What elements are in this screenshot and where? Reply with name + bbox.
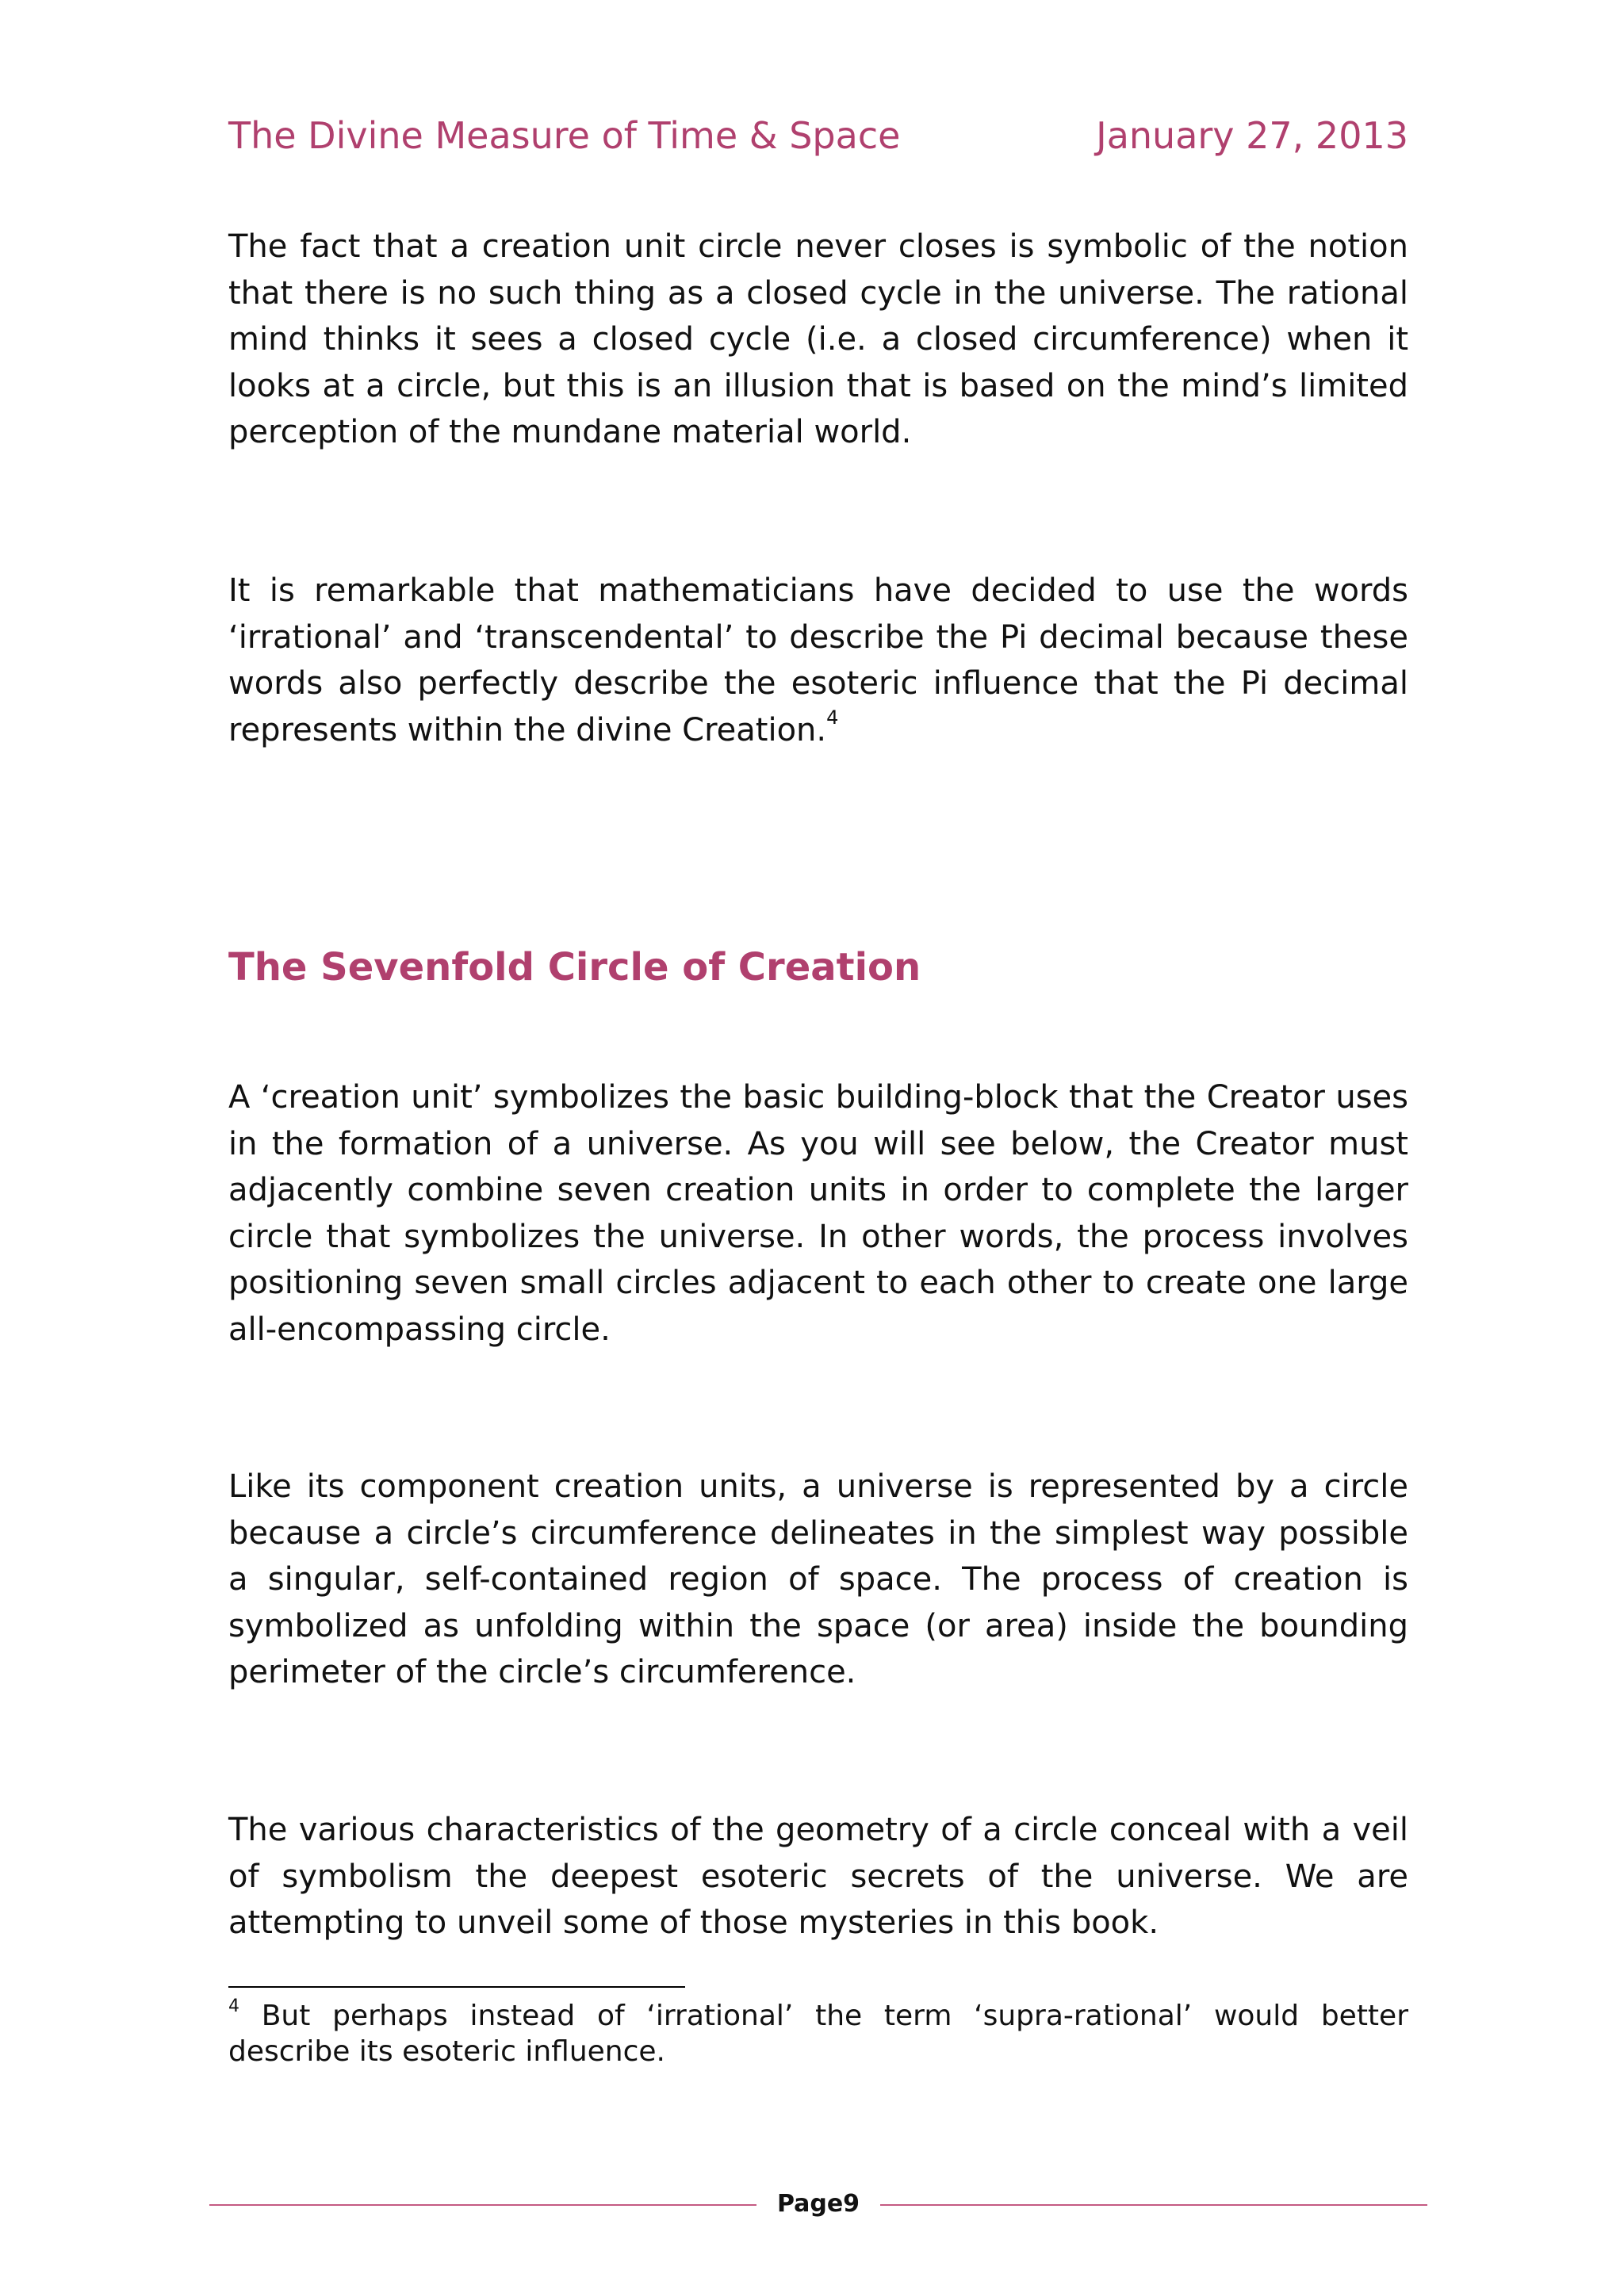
footnote-text: But perhaps instead of ‘irrational’ the term ‘supra-rational’ would better describe its esoteric influence.: [228, 2000, 1408, 2068]
paragraph-universe-circle: Like its component creation units, a universe is represented by a circle because a circle’s circumference delineates in the simplest way possible a singular, self-contained region of space. The process of creation is symbolized as unfolding within the space (or area) inside the bounding perimeter of the circle’s circumference.: [228, 1468, 1408, 1690]
paragraph-closed-cycle: The fact that a creation unit circle never closes is symbolic of the notion that there is no such thing as a closed cycle in the universe. The rational mind thinks it sees a closed cycle (i.e. a closed circumference) when it looks at a circle, but this is an illusion that is based on the mind’s limited perception of the mundane material world.: [228, 228, 1408, 450]
footnote-divider: [228, 1986, 685, 1988]
page-footer: [209, 2184, 1427, 2224]
footnote-number: 4: [228, 1996, 239, 2016]
paragraph-creation-unit: A ‘creation unit’ symbolizes the basic building-block that the Creator uses in the formation of a universe. As you will see below, the Creator must adjacently combine seven creation units in order to complete the larger circle that symbolizes the universe. In other words, the process involves positioning seven small circles adjacent to each other to create one large all-encompassing circle.: [228, 1079, 1408, 1348]
paragraph-irrational: [228, 568, 1408, 753]
page-header: [228, 108, 1408, 163]
footnote-reference[interactable]: 4: [826, 706, 839, 729]
paragraph-geometry-veil: The various characteristics of the geometry of a circle conceal with a veil of symbolism the deepest esoteric secrets of the universe. We are attempting to unveil some of those mysteries in this book.: [228, 1812, 1408, 1941]
paragraph-irrational-text: It is remarkable that mathematicians have decided to use the words ‘irrational’ and ‘transcendental’ to describe the Pi decimal because these words also perfectly describe the esoteric influence that the Pi decimal represents within the divine Creation.: [228, 572, 1408, 748]
document-title: The Divine Measure of Time & Space: [228, 114, 901, 157]
footer-rule-left: [209, 2204, 756, 2206]
section-heading: The Sevenfold Circle of Creation: [228, 945, 921, 990]
footnote: [228, 1998, 1408, 2069]
page-number: Page9: [776, 2190, 860, 2218]
document-date: January 27, 2013: [1096, 114, 1408, 157]
footer-rule-right: [880, 2204, 1427, 2206]
